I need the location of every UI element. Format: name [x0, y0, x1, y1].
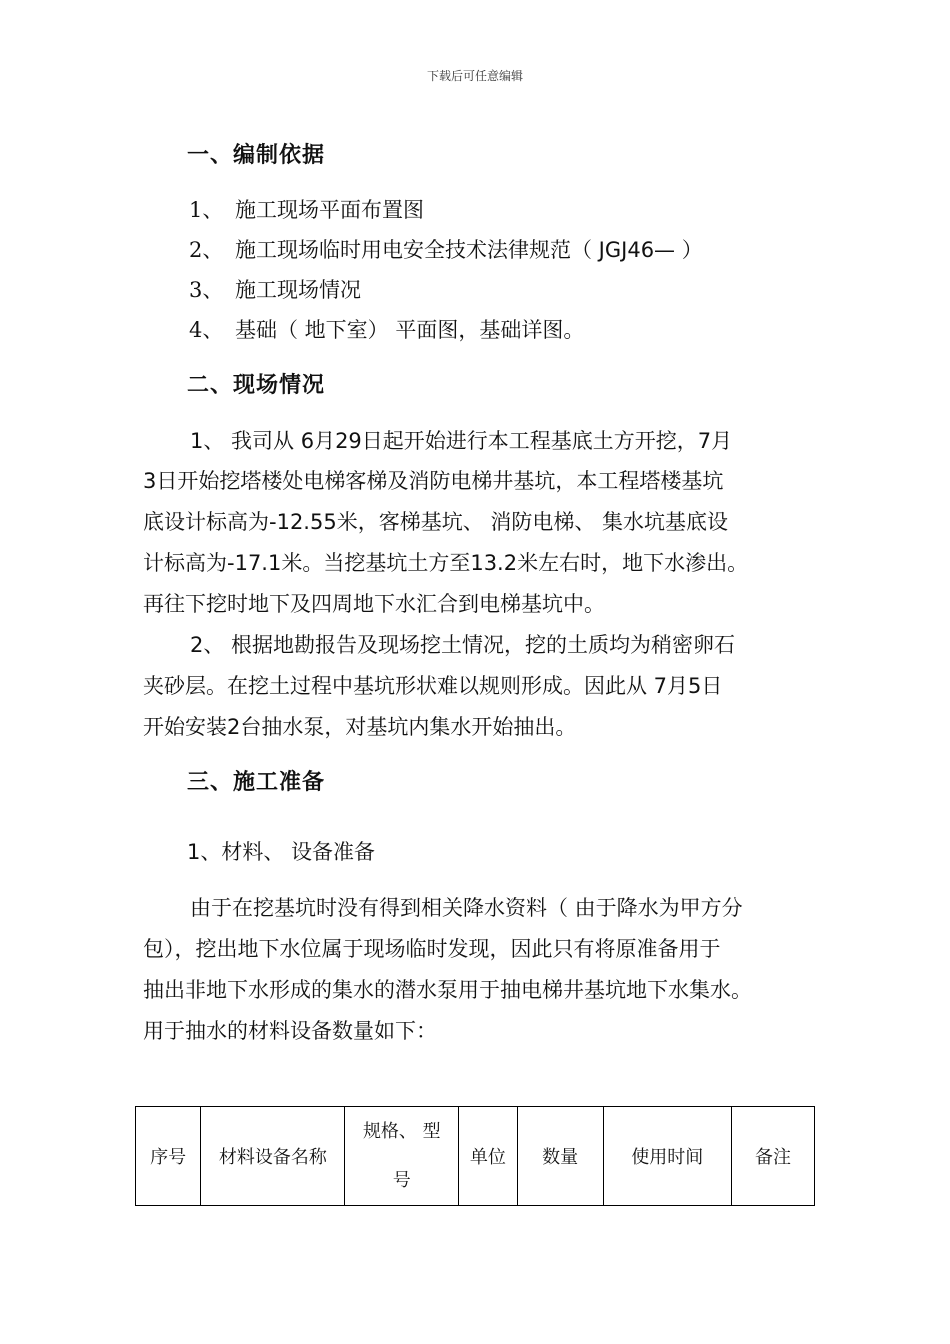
page-header: 下载后可任意编辑: [426, 69, 523, 83]
paragraph-line: 夹砂层。在挖土过程中基坑形状难以规则形成。因此从 7月5日: [143, 674, 723, 698]
paragraph-line: 3日开始挖塔楼处电梯客梯及消防电梯井基坑，本工程塔楼基坑: [143, 469, 724, 493]
list-item: 3、 施工现场情况: [189, 278, 361, 302]
paragraph-line: 计标高为-17.1米。当挖基坑土方至13.2米左右时，地下水渗出。: [143, 551, 749, 575]
section1-title: 一、编制依据: [187, 143, 326, 168]
section3-subtitle: 1、材料、 设备准备: [187, 840, 376, 864]
paragraph-line: 用于抽水的材料设备数量如下：: [143, 1019, 437, 1043]
header-cell: 序号: [136, 1107, 201, 1206]
paragraph-line: 包），挖出地下水位属于现场临时发现，因此只有将原准备用于: [143, 937, 721, 961]
list-item: 1、 施工现场平面布置图: [189, 198, 424, 222]
header-cell: 规格、 型 号: [345, 1107, 459, 1206]
list-item: 4、 基础（ 地下室） 平面图，基础详图。: [189, 318, 585, 342]
paragraph-line: 1、 我司从 6月29日起开始进行本工程基底土方开挖，7月: [190, 429, 733, 453]
table-header-row: [136, 1107, 815, 1206]
paragraph-line: 底设计标高为-12.55米，客梯基坑、 消防电梯、 集水坑基底设: [143, 510, 729, 534]
header-cell: 备注: [731, 1107, 814, 1206]
materials-table: [135, 1106, 815, 1206]
header-cell: 材料设备名称: [201, 1107, 345, 1206]
paragraph-line: 2、 根据地勘报告及现场挖土情况，挖的土质均为稍密卵石: [190, 633, 736, 657]
section3-title: 三、施工准备: [187, 770, 326, 795]
paragraph-line: 抽出非地下水形成的集水的潜水泵用于抽电梯井基坑地下水集水。: [143, 978, 752, 1002]
header-cell: 数量: [517, 1107, 603, 1206]
paragraph-line: 再往下挖时地下及四周地下水汇合到电梯基坑中。: [143, 592, 605, 616]
section2-title: 二、现场情况: [187, 373, 326, 398]
list-item: 2、 施工现场临时用电安全技术法律规范（ JGJ46— ）: [189, 238, 703, 262]
paragraph-line: 由于在挖基坑时没有得到相关降水资料（ 由于降水为甲方分: [190, 896, 743, 920]
paragraph-line: 开始安装2台抽水泵，对基坑内集水开始抽出。: [143, 715, 577, 739]
header-cell: 使用时间: [603, 1107, 731, 1206]
header-cell: 单位: [459, 1107, 517, 1206]
